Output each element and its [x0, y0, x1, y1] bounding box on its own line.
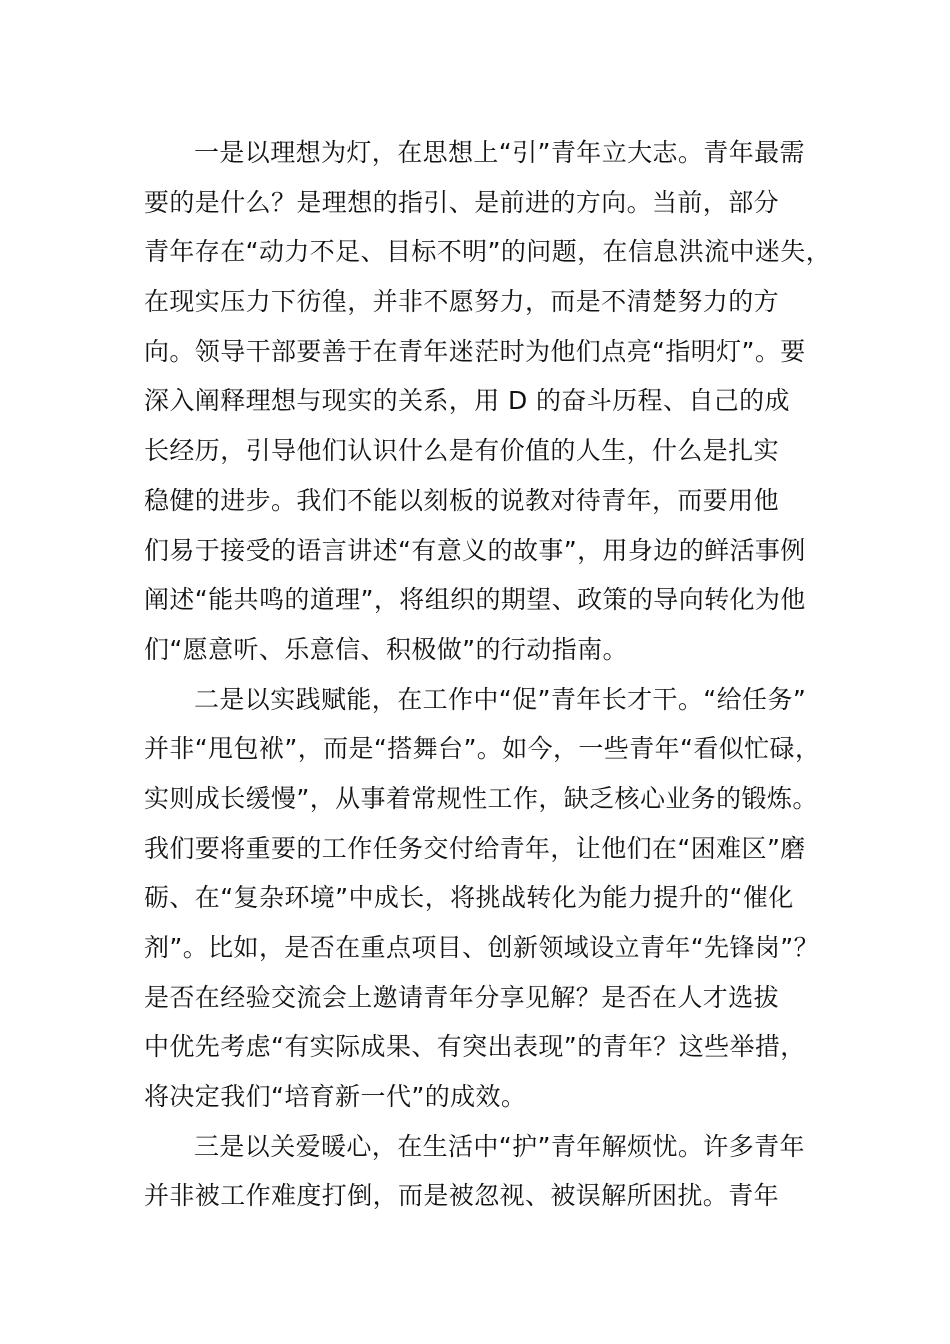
- text-line: 是否在经验交流会上邀请青年分享见解？是否在人才选拔: [144, 982, 780, 1012]
- text-line: 们“愿意听、乐意信、积极做”的行动指南。: [144, 634, 628, 664]
- text-line: 将决定我们“培育新一代”的成效。: [144, 1082, 527, 1112]
- text-line: 并非被工作难度打倒，而是被忽视、被误解所困扰。青年: [144, 1181, 780, 1211]
- text-line: 要的是什么？是理想的指引、是前进的方向。当前，部分: [144, 187, 780, 217]
- paragraph-practice: [144, 675, 824, 1122]
- text-line: 并非“甩包袱”，而是“搭舞台”。如今，一些青年“看似忙碌，: [144, 734, 821, 764]
- text-line: 在现实压力下彷徨，并非不愿努力，而是不清楚努力的方: [144, 287, 780, 317]
- text-line: 稳健的进步。我们不能以刻板的说教对待青年，而要用他: [144, 485, 780, 515]
- text-line: 实则成长缓慢”，从事着常规性工作，缺乏核心业务的锻炼。: [144, 783, 818, 813]
- text-line: 向。领导干部要善于在青年迷茫时为他们点亮“指明灯”。要: [144, 336, 806, 366]
- text-line: 阐述“能共鸣的道理”，将组织的期望、政策的导向转化为他: [144, 585, 806, 615]
- document-body: [144, 128, 832, 1221]
- paragraph-ideals: [144, 128, 832, 675]
- text-line: 我们要将重要的工作任务交付给青年，让他们在“困难区”磨: [144, 833, 806, 863]
- text-line: 中优先考虑“有实际成果、有突出表现”的青年？这些举措，: [144, 1032, 806, 1062]
- text-line: 青年存在“动力不足、目标不明”的问题，在信息洪流中迷失，: [144, 237, 832, 267]
- text-line: 砺、在“复杂环境”中成长，将挑战转化为能力提升的“催化: [144, 883, 794, 913]
- text-line: 剂”。比如，是否在重点项目、创新领域设立青年“先锋岗”？: [144, 933, 820, 962]
- paragraph-care: [144, 1122, 824, 1221]
- text-line: 二是以实践赋能，在工作中“促”青年长才干。“给任务”: [194, 684, 807, 714]
- text-line: 深入阐释理想与现实的关系，用 D 的奋斗历程、自己的成: [144, 386, 790, 416]
- text-line: 们易于接受的语言讲述“有意义的故事”，用身边的鲜活事例: [144, 535, 806, 565]
- text-line: 长经历，引导他们认识什么是有价值的人生，什么是扎实: [144, 436, 780, 466]
- text-line: 三是以关爱暖心，在生活中“护”青年解烦忧。许多青年: [194, 1131, 805, 1161]
- text-line: 一是以理想为灯，在思想上“引”青年立大志。青年最需: [194, 138, 805, 167]
